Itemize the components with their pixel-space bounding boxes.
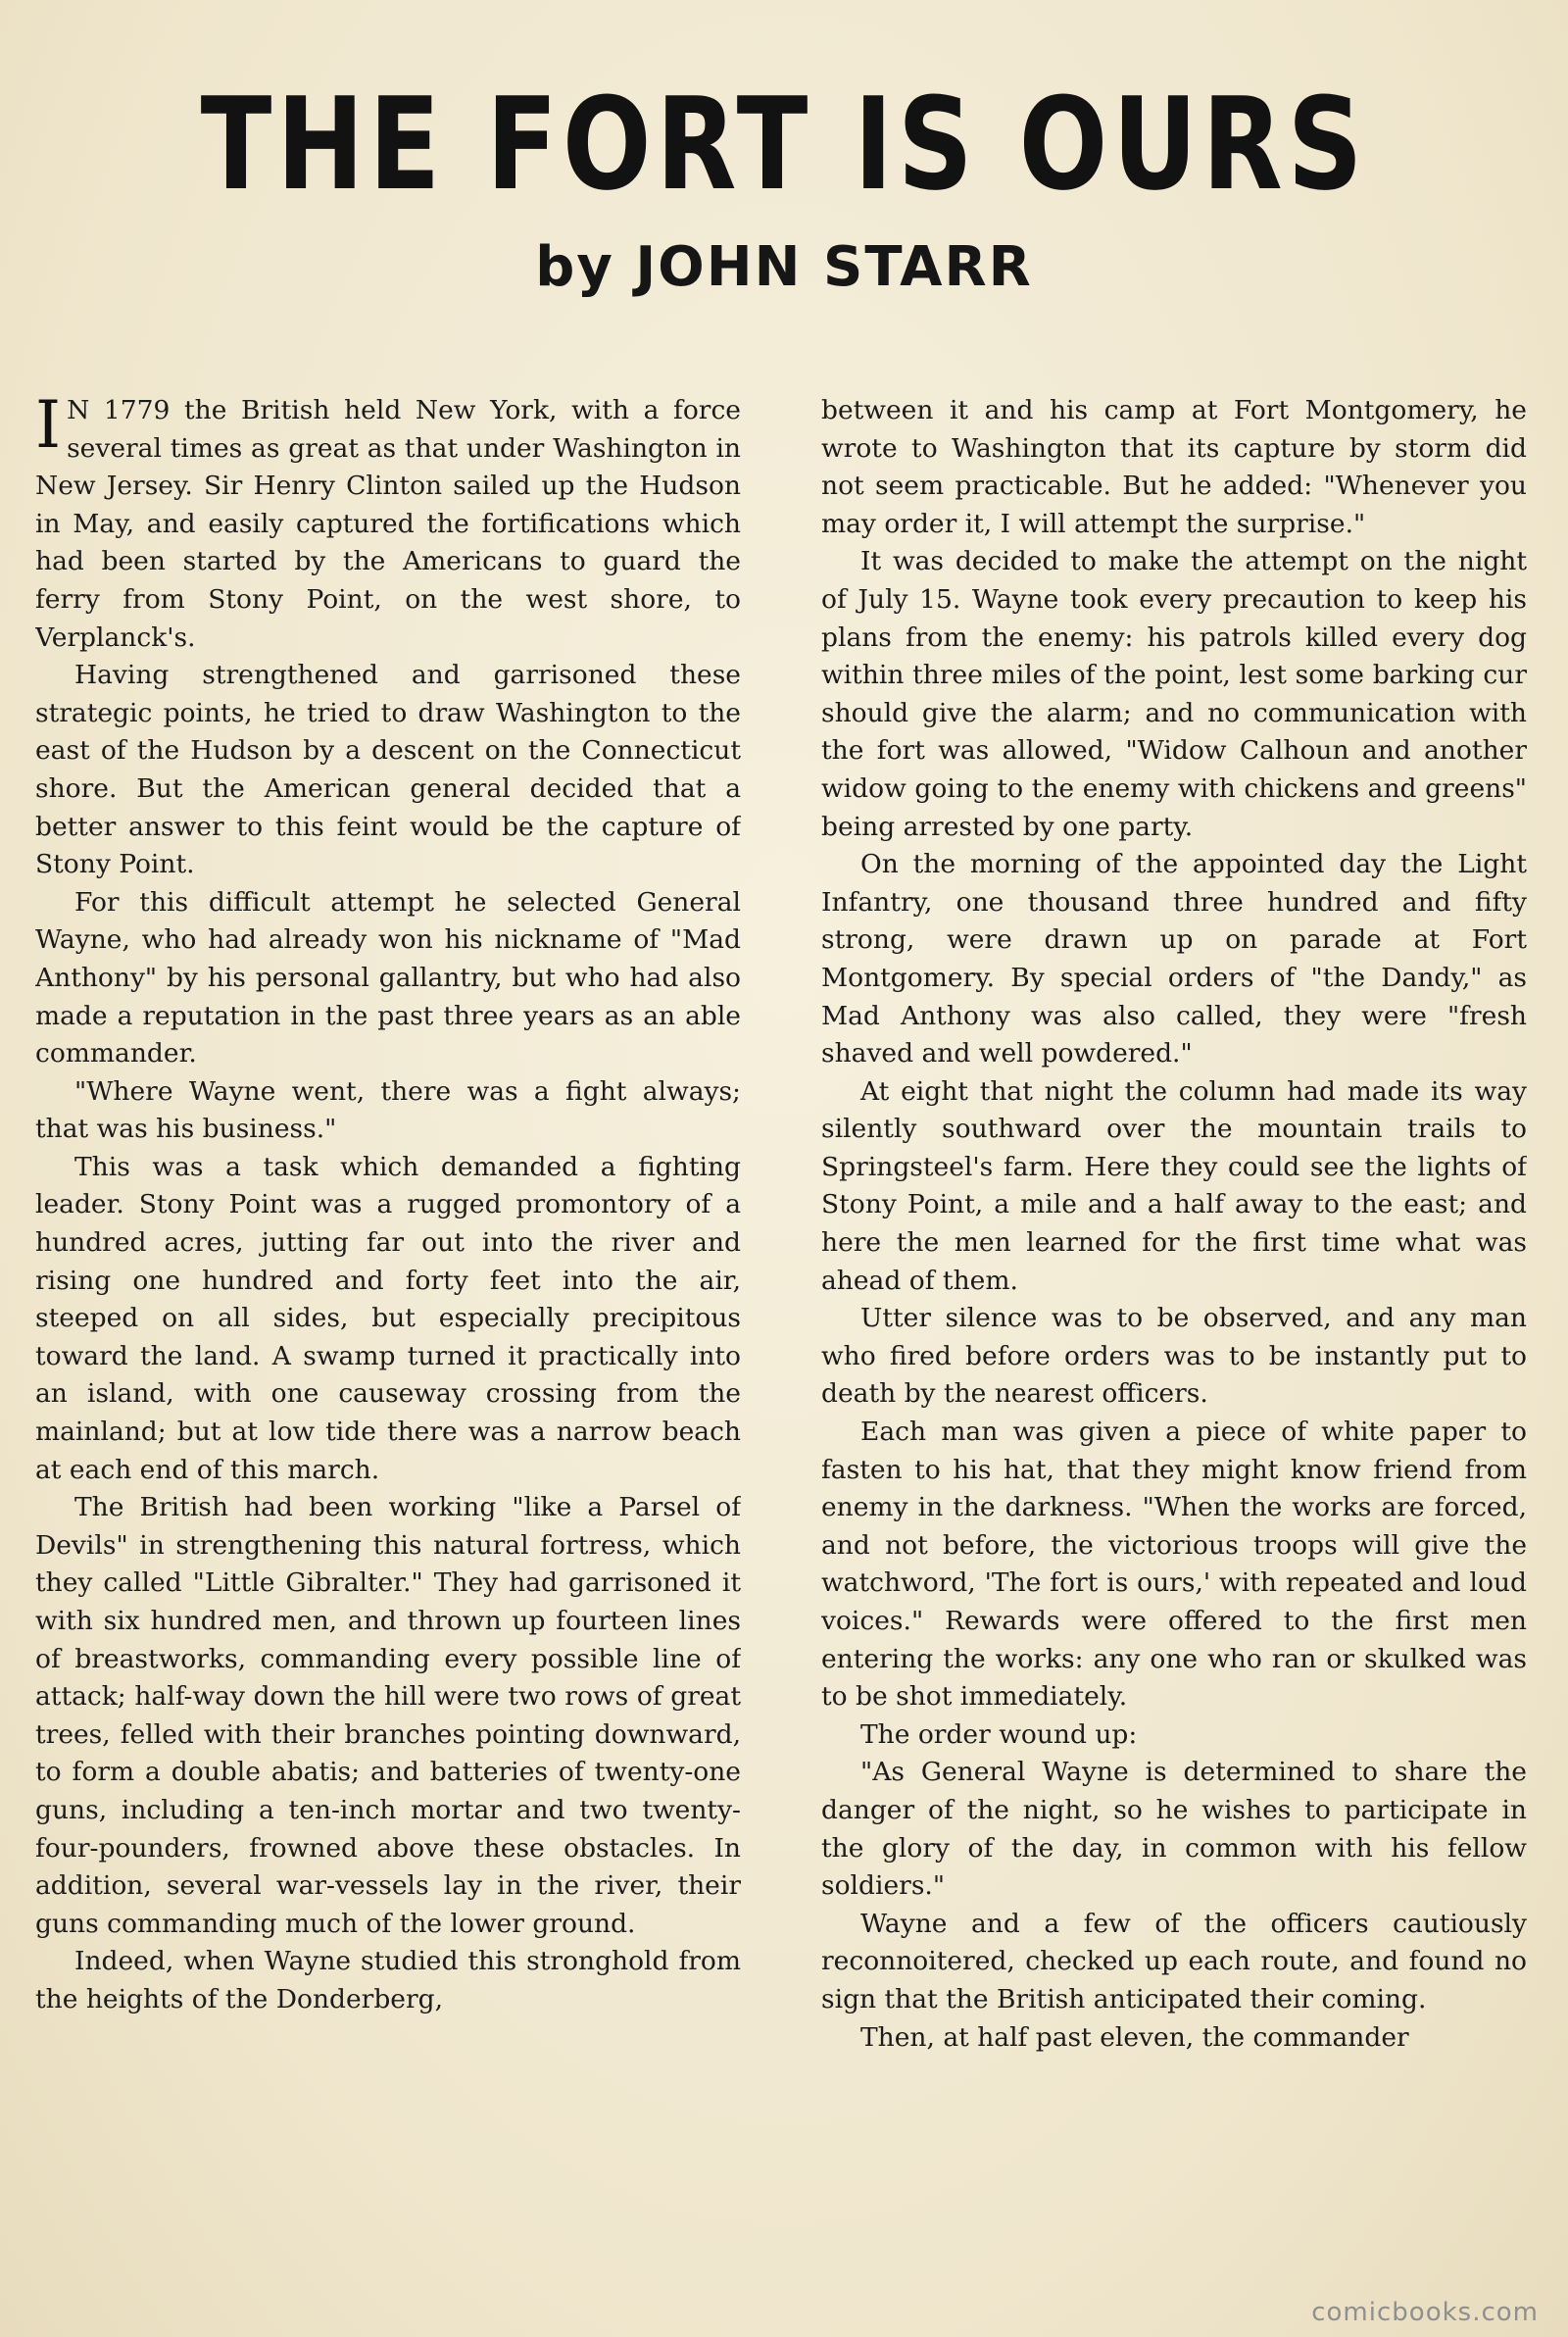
paragraph: The British had been working "like a Parsel of Devils" in strengthening this natural fortress, which they called "Little Gibralter." They had garrisoned it with six hundred men, and thrown up fourteen lines of breastworks, commanding every possible line of attack; half-way down the hill were two rows of great trees, felled with their branches pointing downward, to form a double abatis; and batteries of twenty-one guns, including a ten-inch mortar and two twenty-four-pounders, frowned above these obstacles. In addition, several war-vessels lay in the river, their guns commanding much of the lower ground.: [35, 1492, 741, 1939]
paragraph: "As General Wayne is determined to share the danger of the night, so he wishes to participate in the glory of the day, in common with his fellow soldiers.": [821, 1757, 1527, 1902]
left-column: [35, 392, 741, 2235]
right-column: [821, 392, 1527, 2235]
drop-cap: I: [35, 392, 62, 463]
paragraph: It was decided to make the attempt on the night of July 15. Wayne took every precaution to keep his plans from the enemy: his patrols killed every dog within three miles of the point, lest some barking cur should give the alarm; and no communication with the fort was allowed, "Widow Calhoun and another widow going to the enemy with chickens and greens" being arrested by one party.: [821, 546, 1527, 842]
paragraph: This was a task which demanded a fighting leader. Stony Point was a rugged promontory of a hundred acres, jutting far out into the river and rising one hundred and forty feet into the air, steeped on all sides, but especially precipitous toward the land. A swamp turned it practically into an island, with one causeway crossing from the mainland; but at low tide there was a narrow beach at each end of this march.: [35, 1151, 741, 1485]
page-title: THE FORT IS OURS: [200, 70, 1368, 219]
watermark: comicbooks.com: [1311, 2298, 1539, 2327]
paragraph: "Where Wayne went, there was a fight always; that was his business.": [35, 1075, 741, 1145]
paragraph: At eight that night the column had made its way silently southward over the mountain trails to Springsteel's farm. Here they could see the lights of Stony Point, a mile and a half away to the east; and here the men learned for the first time what was ahead of them.: [821, 1075, 1527, 1296]
paragraph: The order wound up:: [860, 1718, 1138, 1750]
paragraph: On the morning of the appointed day the Light Infantry, one thousand three hundred and fifty strong, were drawn up on parade at Fort Montgomery. By special orders of "the Dandy," as Mad Anthony was also called, they were "fresh shaved and well powdered.": [821, 849, 1527, 1069]
paragraph: Wayne and a few of the officers cautiously reconnoitered, checked up each route, and found no sign that the British anticipated their coming.: [821, 1908, 1527, 2014]
first-paragraph: [35, 392, 741, 657]
paragraph: between it and his camp at Fort Montgomery, he wrote to Washington that its capture by storm did not seem practicable. But he added: "Whenever you may order it, I will attempt the surprise.": [821, 395, 1527, 539]
paragraph: Utter silence was to be observed, and any man who fired before orders was to be instantly put to death by the nearest officers.: [821, 1303, 1527, 1410]
first-paragraph-text: N 1779 the British held New York, with a force several times as great as that under Washington in New Jersey. Sir Henry Clinton sailed up the Hudson in May, and easily captured the fortifications which had been started by the Americans to guard the ferry from Stony Point, on the west shore, to Verplanck's.: [35, 395, 741, 653]
byline: by JOHN STARR: [535, 235, 1033, 299]
paragraph: Then, at half past eleven, the commander: [860, 2021, 1409, 2053]
paragraph: Indeed, when Wayne studied this stronghold from the heights of the Donderberg,: [35, 1946, 741, 2014]
paragraph: Having strengthened and garrisoned these strategic points, he tried to draw Washington to the east of the Hudson by a descent on the Connecticut shore. But the American general decided that a better answer to this feint would be the capture of Stony Point.: [35, 660, 741, 880]
paragraph: For this difficult attempt he selected General Wayne, who had already won his nickname of "Mad Anthony" by his personal gallantry, but who had also made a reputation in the past three years as an able commander.: [35, 886, 741, 1069]
paragraph: Each man was given a piece of white paper to fasten to his hat, that they might know friend from enemy in the darkness. "When the works are forced, and not before, the victorious troops will give the watchword, 'The fort is ours,' with repeated and loud voices." Rewards were offered to the first men entering the works: any one who ran or skulked was to be shot immediately.: [821, 1417, 1527, 1713]
